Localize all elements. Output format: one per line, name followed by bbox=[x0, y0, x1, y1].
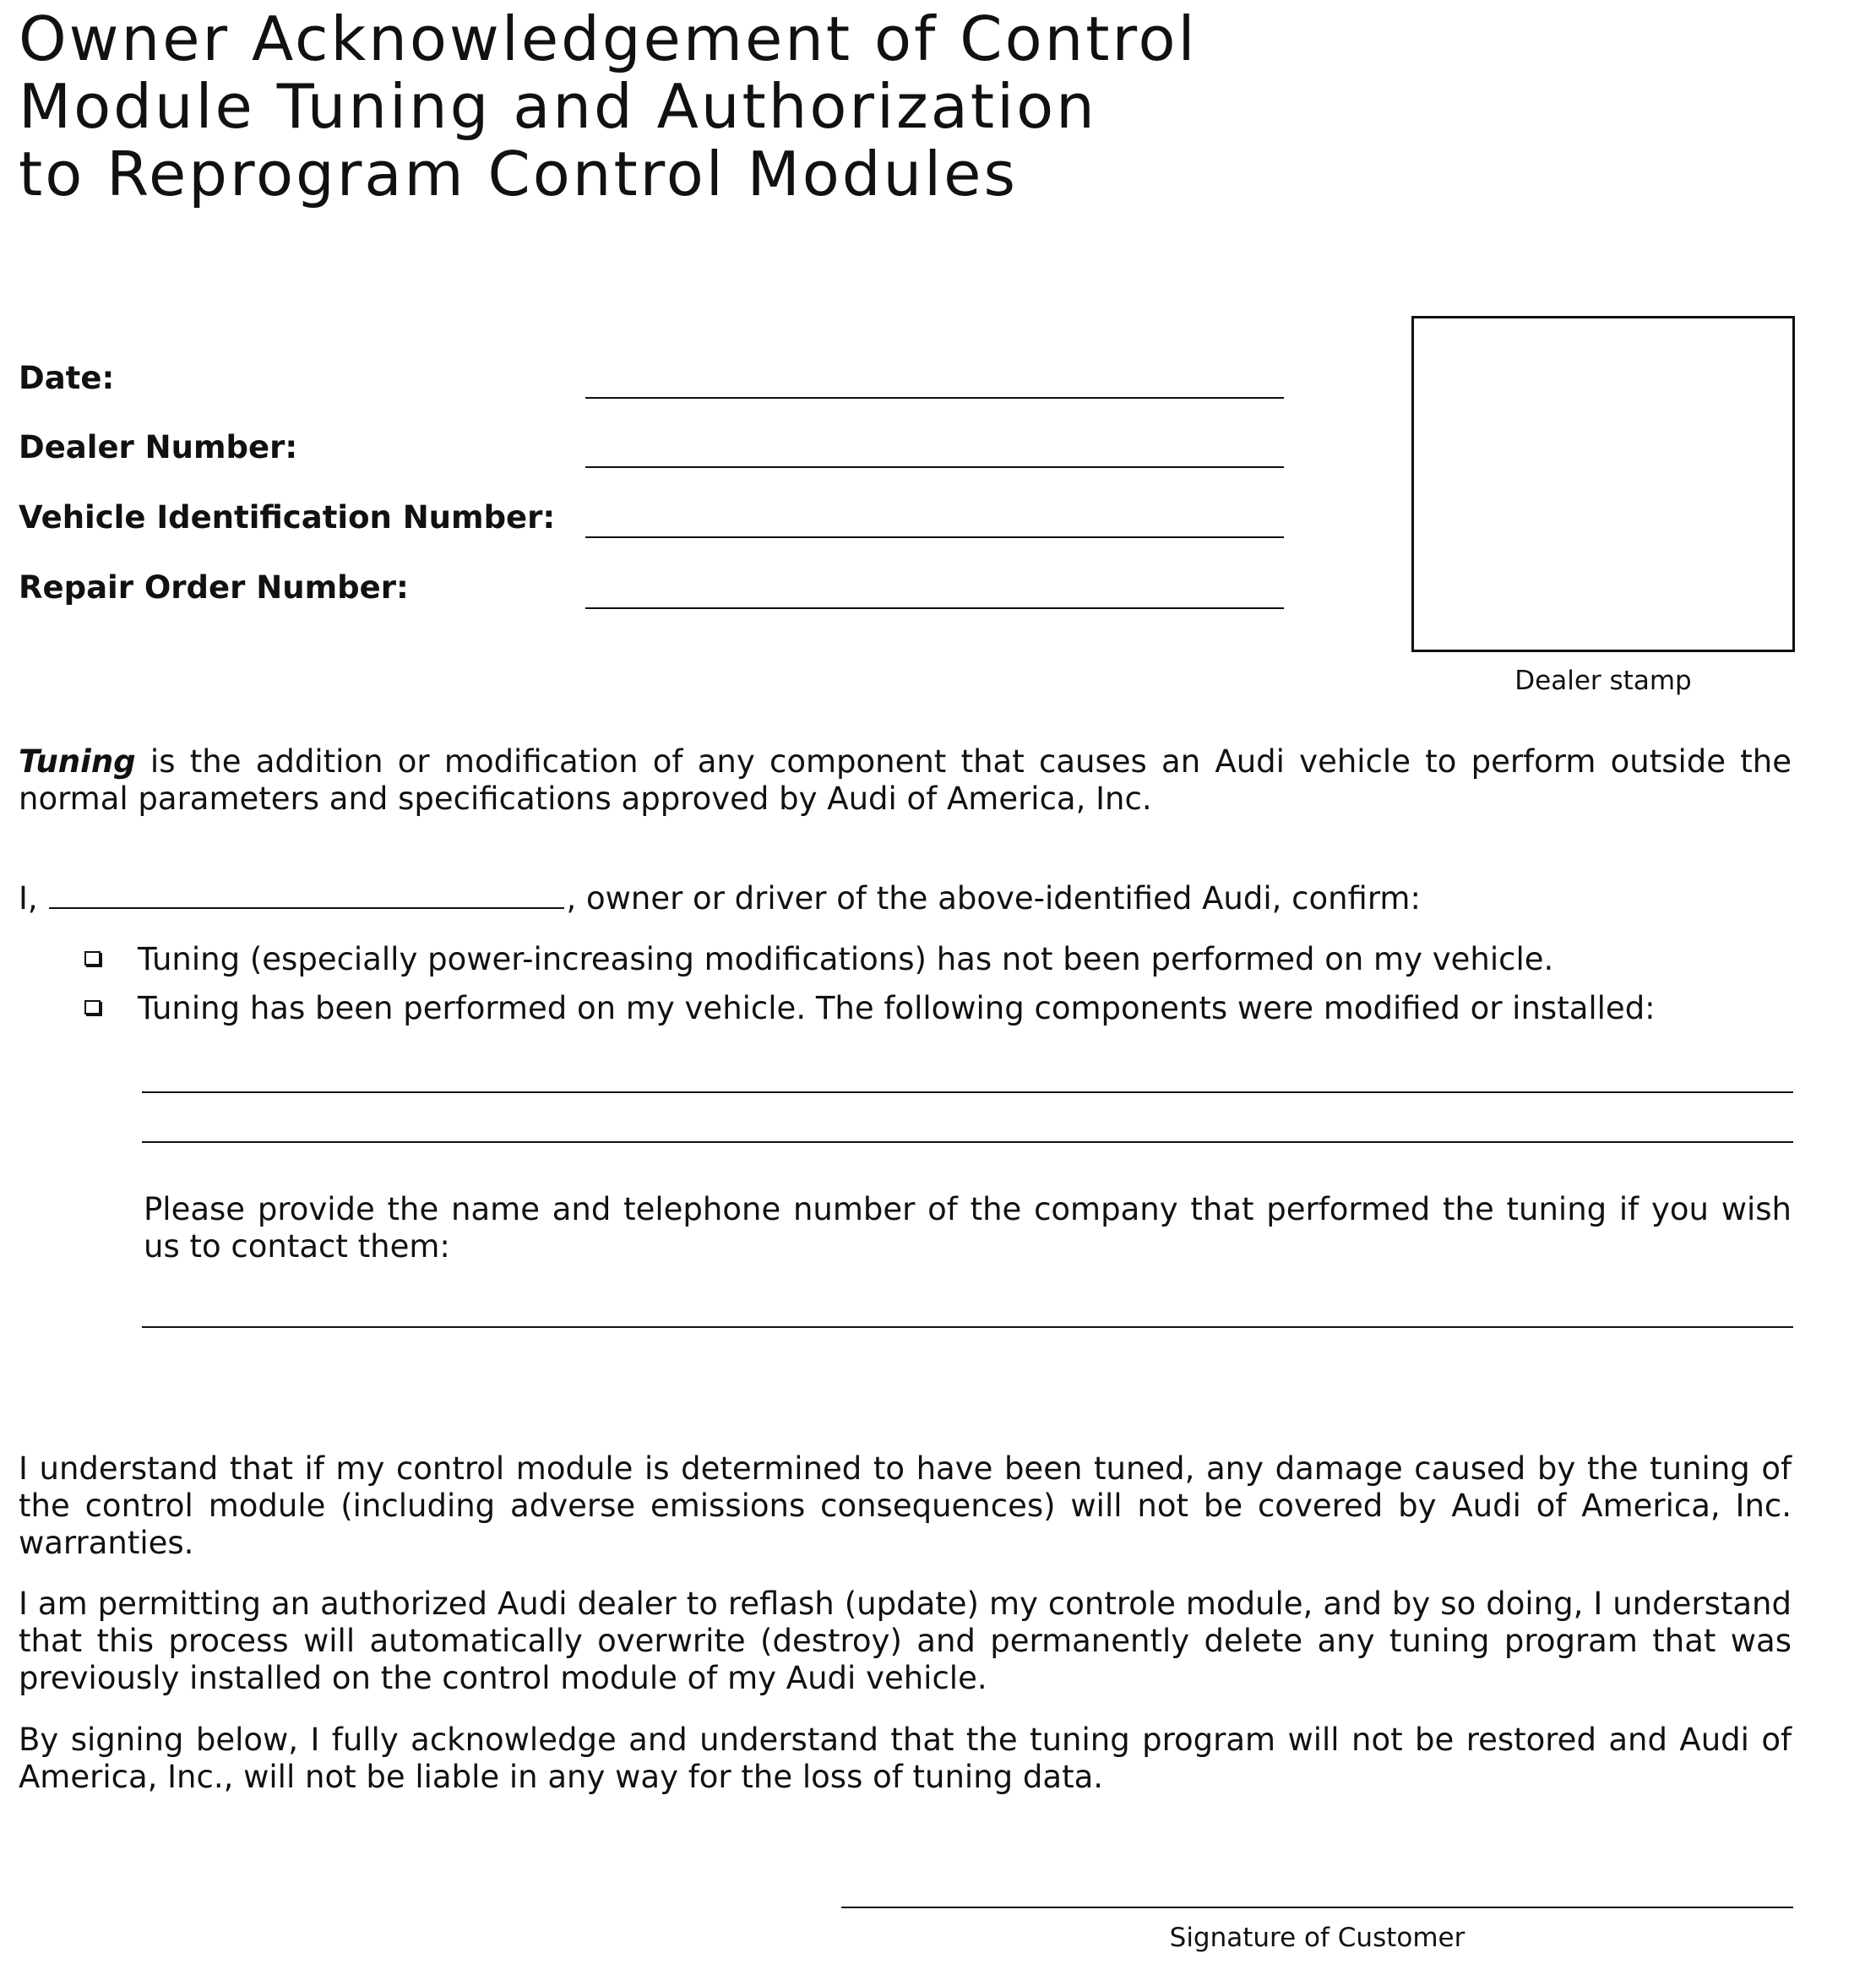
dealer-number-field[interactable] bbox=[585, 466, 1284, 468]
tuning-definition bbox=[19, 743, 1792, 818]
title-line-3: to Reprogram Control Modules bbox=[19, 139, 1018, 209]
option-tuned[interactable] bbox=[84, 990, 1656, 1027]
vin-field[interactable] bbox=[585, 536, 1284, 538]
reflash-paragraph: I am permitting an authorized Audi dealer to reflash (update) my controle module, and by so doing, I understand that this process will automatically overwrite (destroy) and permanently delete any tuning program that was previously installed on the control module of my Audi vehicle. bbox=[19, 1586, 1792, 1696]
checkbox-icon[interactable] bbox=[84, 951, 101, 966]
title-line-2: Module Tuning and Authorization bbox=[19, 71, 1097, 142]
dealer-number-label: Dealer Number: bbox=[19, 429, 298, 465]
tuning-definition-text: is the addition or modification of any component that causes an Audi vehicle to perform outside the normal parameters and specifications approved by Audi of America, Inc. bbox=[19, 743, 1792, 817]
owner-prefix: I, bbox=[19, 880, 38, 917]
warranty-paragraph: I understand that if my control module is determined to have been tuned, any damage caused by the tuning of the control module (including adverse emissions consequences) will not be covered by Audi of America, Inc. warranties. bbox=[19, 1450, 1792, 1561]
dealer-stamp-box bbox=[1411, 316, 1795, 652]
owner-suffix: , owner or driver of the above-identified Audi, confirm: bbox=[566, 880, 1421, 917]
owner-statement bbox=[19, 880, 1421, 917]
date-label: Date: bbox=[19, 360, 115, 396]
option-tuned-label: Tuning has been performed on my vehicle. The following components were modified or installed: bbox=[138, 990, 1656, 1026]
tuning-company-field[interactable] bbox=[142, 1326, 1793, 1328]
components-field-line-2[interactable] bbox=[142, 1141, 1793, 1143]
tuning-term: Tuning bbox=[19, 743, 136, 780]
repair-order-field[interactable] bbox=[585, 607, 1284, 609]
option-not-tuned-label: Tuning (especially power-increasing modifications) has not been performed on my vehicle. bbox=[138, 941, 1554, 977]
owner-name-field[interactable] bbox=[49, 882, 564, 909]
components-field-line-1[interactable] bbox=[142, 1091, 1793, 1093]
title-line-1: Owner Acknowledgement of Control bbox=[19, 3, 1198, 74]
dealer-stamp-caption: Dealer stamp bbox=[1514, 666, 1692, 696]
signature-field[interactable] bbox=[841, 1907, 1793, 1908]
vin-label: Vehicle Identification Number: bbox=[19, 499, 556, 536]
checkbox-icon[interactable] bbox=[84, 1000, 101, 1015]
date-field[interactable] bbox=[585, 397, 1284, 399]
signature-caption: Signature of Customer bbox=[1169, 1923, 1465, 1953]
contact-instructions: Please provide the name and telephone number of the company that performed the tuning if you wish us to contact them: bbox=[144, 1191, 1792, 1265]
option-not-tuned[interactable] bbox=[84, 941, 1553, 978]
repair-order-label: Repair Order Number: bbox=[19, 569, 409, 606]
document-title bbox=[19, 5, 1198, 208]
acknowledgement-paragraph: By signing below, I fully acknowledge and understand that the tuning program will not be restored and Audi of America, Inc., will not be liable in any way for the loss of tuning data. bbox=[19, 1722, 1792, 1795]
